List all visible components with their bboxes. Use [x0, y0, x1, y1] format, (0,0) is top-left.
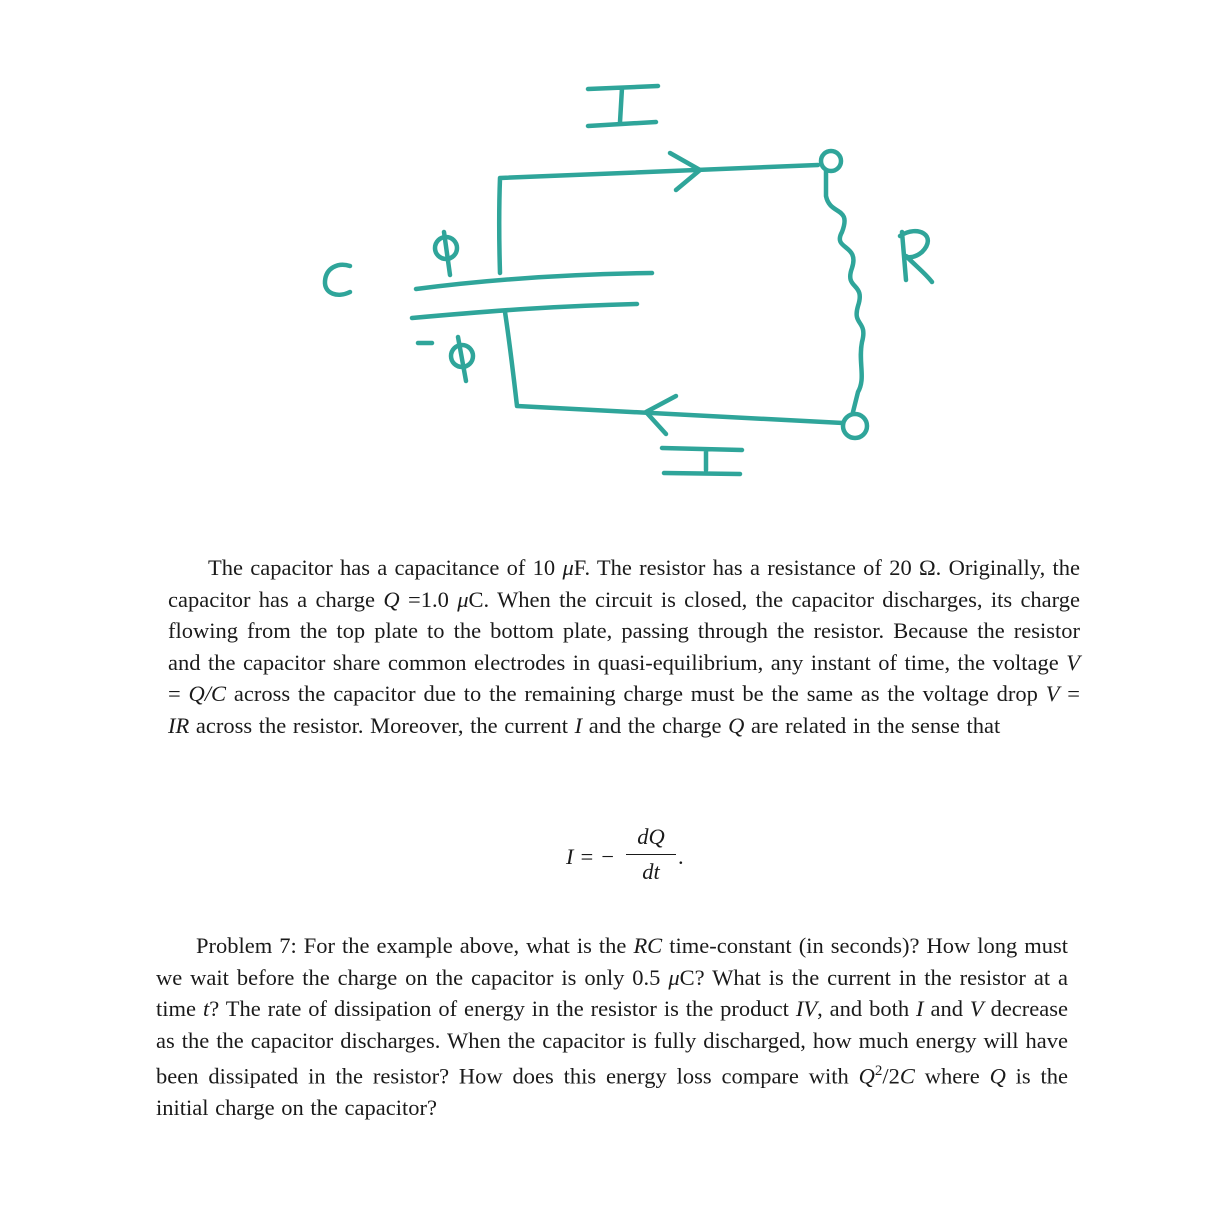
fraction-bar — [626, 854, 676, 855]
capacitor-letter-c — [325, 265, 350, 295]
top-wire — [499, 165, 818, 273]
bottom-wire — [505, 312, 843, 423]
problem-description-paragraph: The capacitor has a capacitance of 10 μF. The resistor has a resistance of 20 Ω. Originally, the capacitor has a charge Q =1.0 μC. When the circuit is closed, the capacitor discharges, its charge flowing from the top plate to the bottom plate, passing through the resistor. Because the resistor and the capacitor share common electrodes in quasi-equilibrium, any instant of time, the voltage V = Q/C across the capacitor due to the remaining charge must be the same as the voltage drop V = IR across the resistor. Moreover, the current I and the charge Q are related in the sense that — [168, 555, 1080, 738]
equation-fraction — [626, 822, 676, 887]
equation-denominator: dt — [642, 859, 660, 884]
bottom-terminal — [843, 414, 867, 438]
top-current-letter-i — [588, 86, 658, 126]
rc-circuit-diagram — [0, 0, 1220, 540]
bottom-current-letter-i — [662, 448, 742, 474]
resistor-zigzag — [826, 171, 863, 412]
top-terminal — [821, 151, 841, 171]
capacitor-bottom-plate — [412, 304, 637, 318]
current-charge-equation — [560, 822, 700, 892]
problem-7-paragraph: Problem 7: For the example above, what is the RC time-constant (in seconds)? How long must we wait before the charge on the capacitor is only 0.5 μC? What is the current in the resistor at a time t? The rate of dissipation of energy in the resistor is the product IV, and both I and V decrease as the the capacitor discharges. When the capacitor is fully discharged, how much energy will have been dissipated in the resistor? How does this energy loss compare with $Q^2/2C$ where Q is the initial charge on the capacitor? — [156, 933, 1069, 1121]
equation-numerator: dQ — [637, 824, 665, 849]
equation-period: . — [678, 844, 684, 869]
equation-lhs: I = − — [566, 844, 616, 869]
resistor-letter-r — [900, 231, 932, 282]
